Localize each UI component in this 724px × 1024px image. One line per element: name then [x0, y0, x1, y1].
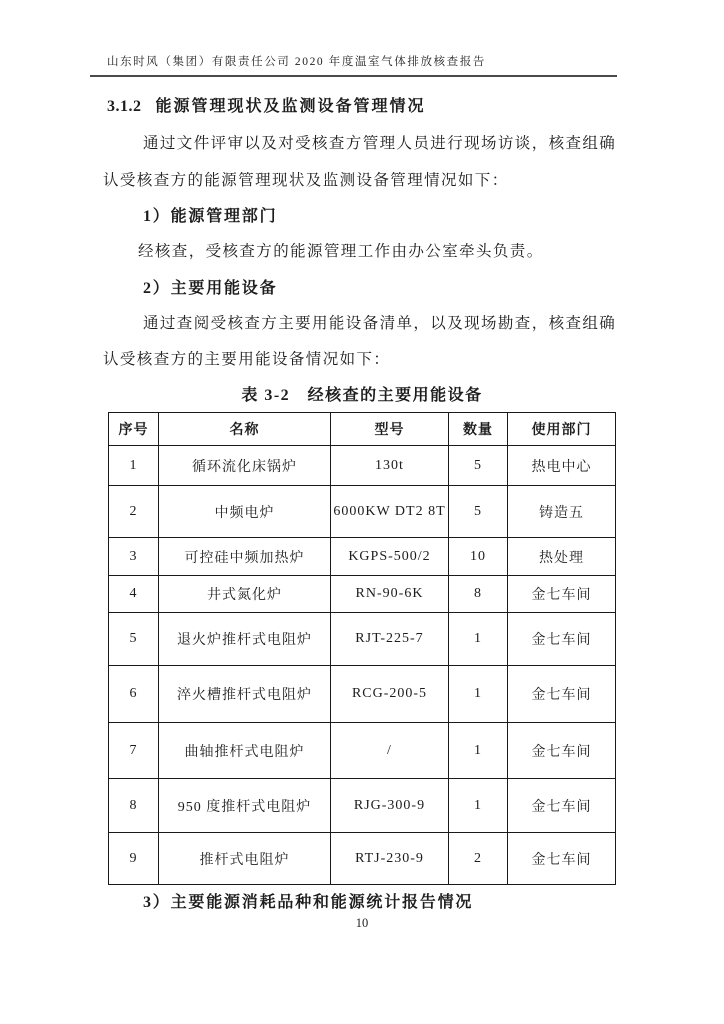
cell-model: RJT-225-7	[331, 613, 449, 666]
section-heading	[107, 93, 426, 116]
cell-quantity: 2	[449, 833, 508, 885]
cell-department: 金七车间	[508, 613, 616, 666]
subsection2-heading: 2）主要用能设备	[143, 280, 278, 297]
cell-model: 6000KW DT2 8T	[331, 486, 449, 538]
table-header-row	[109, 413, 616, 446]
cell-index: 9	[109, 833, 159, 885]
cell-name: 中频电炉	[159, 486, 331, 538]
cell-department: 热处理	[508, 538, 616, 576]
table-row	[109, 833, 616, 885]
paragraph2-line2: 认受核查方的主要用能设备情况如下：	[103, 351, 391, 368]
cell-quantity: 8	[449, 576, 508, 613]
cell-department: 金七车间	[508, 723, 616, 779]
cell-index: 5	[109, 613, 159, 666]
table-row	[109, 486, 616, 538]
table-row	[109, 779, 616, 833]
cell-department: 热电中心	[508, 446, 616, 486]
table-row	[109, 446, 616, 486]
cell-quantity: 1	[449, 613, 508, 666]
cell-model: RTJ-230-9	[331, 833, 449, 885]
cell-model: /	[331, 723, 449, 779]
table-row	[109, 666, 616, 723]
table-caption: 表 3-2 经核查的主要用能设备	[241, 387, 483, 404]
section-number: 3.1.2	[107, 98, 142, 115]
cell-index: 7	[109, 723, 159, 779]
table-row	[109, 538, 616, 576]
cell-department: 金七车间	[508, 576, 616, 613]
header-rule	[90, 75, 617, 77]
cell-department: 金七车间	[508, 779, 616, 833]
cell-index: 8	[109, 779, 159, 833]
paragraph1-line1: 通过文件评审以及对受核查方管理人员进行现场访谈，核查组确	[143, 135, 617, 152]
cell-model: RCG-200-5	[331, 666, 449, 723]
cell-department: 金七车间	[508, 833, 616, 885]
cell-index: 2	[109, 486, 159, 538]
paragraph1-line2: 认受核查方的能源管理现状及监测设备管理情况如下：	[103, 172, 509, 189]
cell-name: 淬火槽推杆式电阻炉	[159, 666, 331, 723]
cell-model: RJG-300-9	[331, 779, 449, 833]
cell-model: 130t	[331, 446, 449, 486]
cell-quantity: 1	[449, 723, 508, 779]
cell-name: 井式氮化炉	[159, 576, 331, 613]
cell-department: 金七车间	[508, 666, 616, 723]
cell-model: RN-90-6K	[331, 576, 449, 613]
cell-index: 1	[109, 446, 159, 486]
table-row	[109, 723, 616, 779]
cell-name: 推杆式电阻炉	[159, 833, 331, 885]
col-header-quantity: 数量	[449, 413, 508, 446]
cell-index: 6	[109, 666, 159, 723]
table-row	[109, 576, 616, 613]
cell-quantity: 5	[449, 446, 508, 486]
running-header: 山东时风（集团）有限责任公司 2020 年度温室气体排放核查报告	[107, 56, 486, 68]
cell-model: KGPS-500/2	[331, 538, 449, 576]
cell-name: 可控硅中频加热炉	[159, 538, 331, 576]
paragraph2-line1: 通过查阅受核查方主要用能设备清单，以及现场勘查，核查组确	[143, 315, 617, 332]
cell-quantity: 10	[449, 538, 508, 576]
cell-name: 曲轴推杆式电阻炉	[159, 723, 331, 779]
col-header-department: 使用部门	[508, 413, 616, 446]
col-header-name: 名称	[159, 413, 331, 446]
cell-name: 950 度推杆式电阻炉	[159, 779, 331, 833]
cell-index: 4	[109, 576, 159, 613]
section-title: 能源管理现状及监测设备管理情况	[155, 98, 426, 115]
table-row	[109, 613, 616, 666]
subsection1-heading: 1）能源管理部门	[143, 208, 278, 225]
col-header-model: 型号	[331, 413, 449, 446]
cell-name: 退火炉推杆式电阻炉	[159, 613, 331, 666]
subsection3-heading: 3）主要能源消耗品种和能源统计报告情况	[143, 894, 474, 911]
cell-quantity: 5	[449, 486, 508, 538]
col-header-index: 序号	[109, 413, 159, 446]
cell-department: 铸造五	[508, 486, 616, 538]
page-number: 10	[355, 916, 369, 930]
cell-quantity: 1	[449, 779, 508, 833]
cell-quantity: 1	[449, 666, 508, 723]
cell-index: 3	[109, 538, 159, 576]
subsection1-body: 经核查，受核查方的能源管理工作由办公室牵头负责。	[138, 243, 544, 260]
cell-name: 循环流化床锅炉	[159, 446, 331, 486]
equipment-table	[108, 412, 616, 885]
